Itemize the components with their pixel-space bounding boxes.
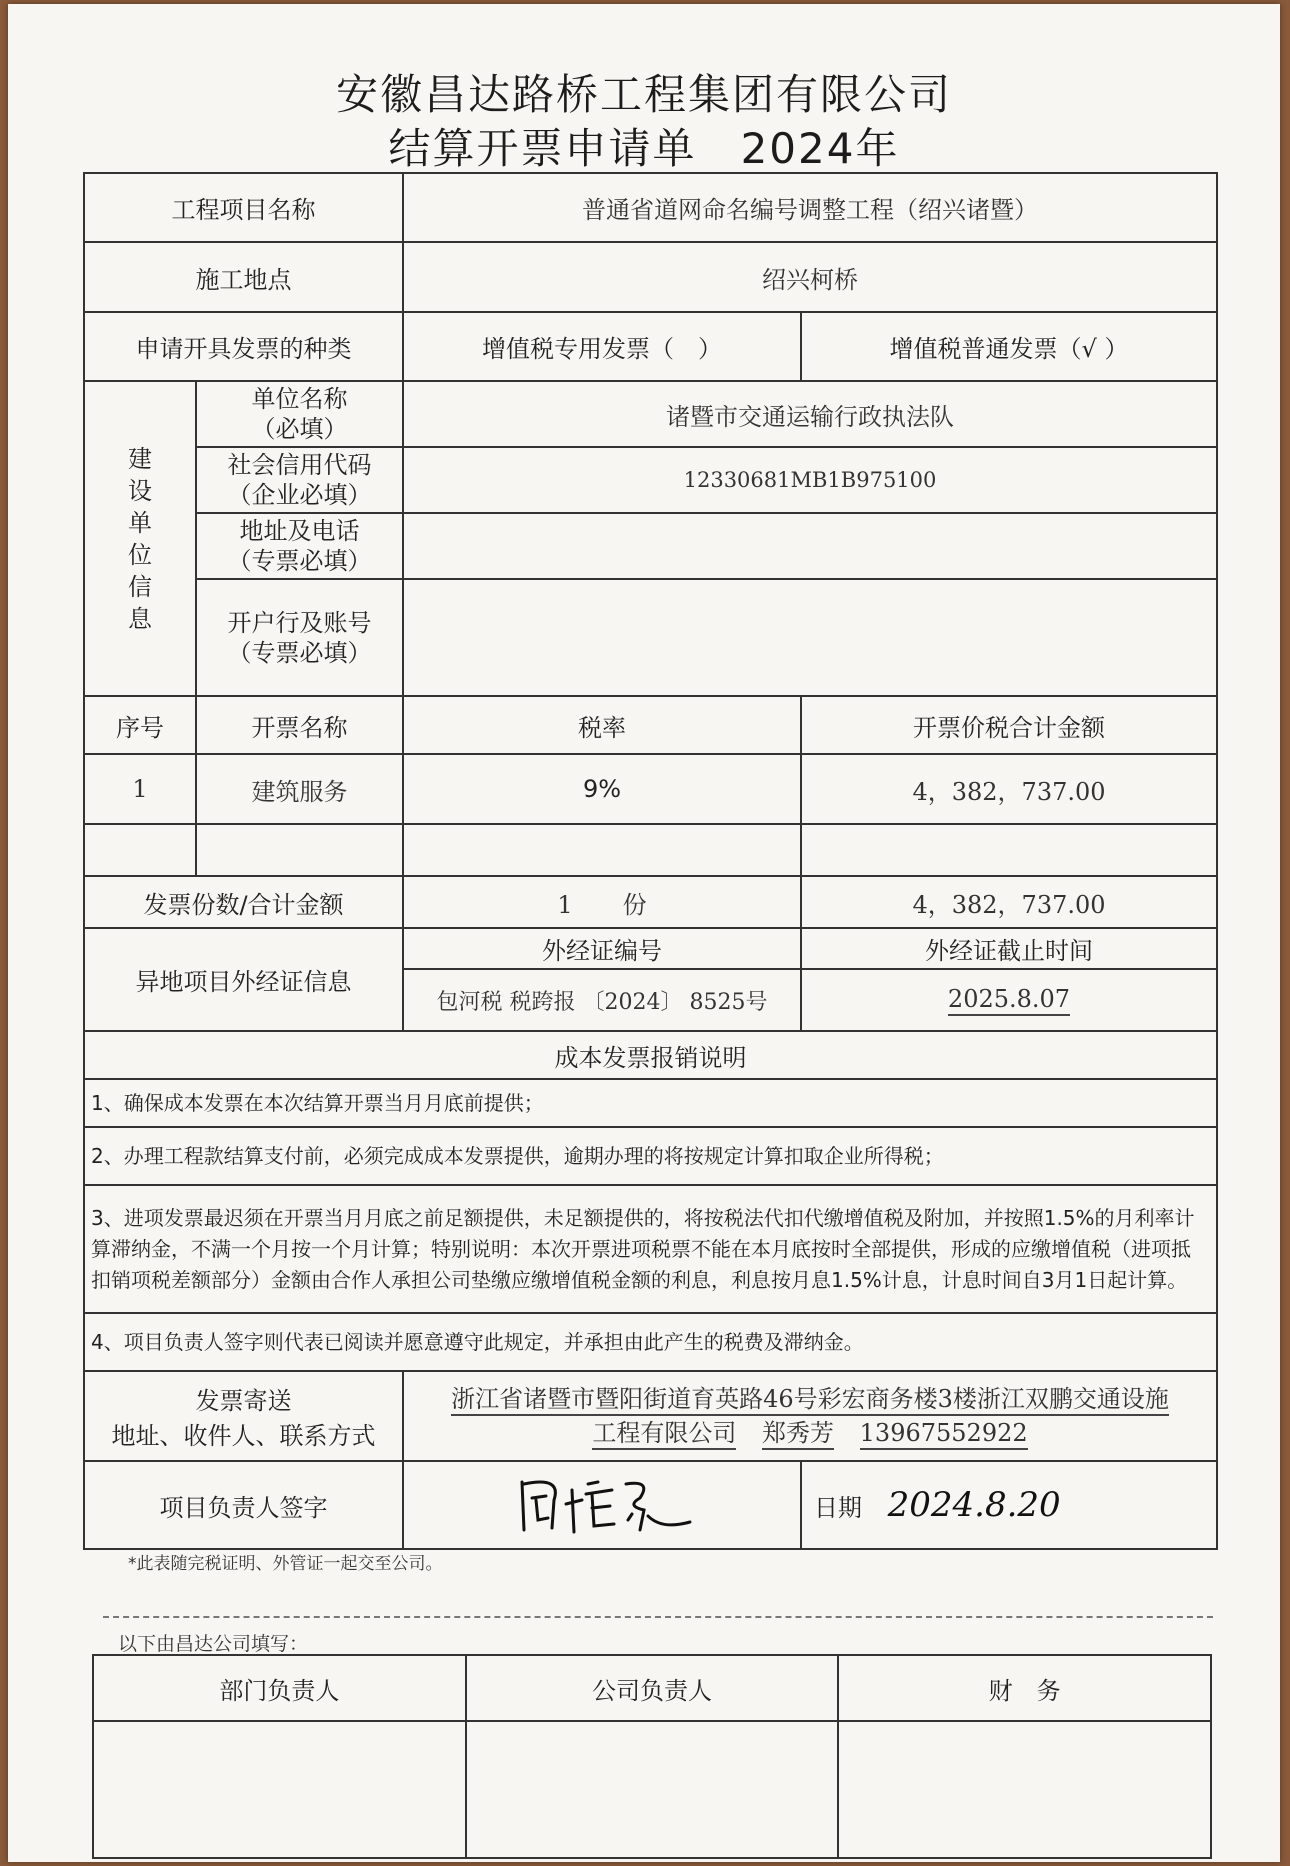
item-rate — [403, 824, 801, 876]
site-value: 绍兴柯桥 — [403, 242, 1217, 312]
signature-row — [84, 1461, 1217, 1549]
bank-label-note: （专票必填） — [227, 638, 372, 667]
permit-deadline-value: 2025.8.07 — [948, 984, 1070, 1016]
cost-note-row — [84, 1079, 1217, 1127]
builder-info-char: 位 — [128, 540, 152, 569]
items-header-no: 序号 — [84, 696, 196, 754]
bank-row — [84, 579, 1217, 696]
item-amount: 4，382，737.00 — [801, 754, 1217, 824]
credit-code-value: 12330681MB1B975100 — [403, 447, 1217, 513]
dept-head-label: 部门负责人 — [93, 1655, 466, 1721]
form-footnote: *此表随完税证明、外管证一起交至公司。 — [128, 1554, 443, 1574]
form-year: 2024年 — [740, 124, 900, 173]
cost-note-row — [84, 1185, 1217, 1313]
delivery-phone: 13967552922 — [860, 1418, 1028, 1450]
delivery-address-line1-text: 浙江省诸暨市暨阳街道育英路46号彩宏商务楼3楼浙江双鹏交通设施 — [451, 1384, 1169, 1416]
item-row — [84, 824, 1217, 876]
items-header-name: 开票名称 — [196, 696, 403, 754]
delivery-row — [84, 1371, 1217, 1461]
cost-note-row — [84, 1313, 1217, 1371]
invoice-application-form — [8, 4, 1280, 1862]
project-name-value: 普通省道网命名编号调整工程（绍兴诸暨） — [403, 173, 1217, 242]
builder-info-char: 单 — [128, 508, 152, 537]
items-header-amount: 开票价税合计金额 — [801, 696, 1217, 754]
delivery-address — [403, 1371, 1217, 1461]
delivery-recipient: 郑秀芳 — [762, 1418, 834, 1450]
delivery-label-line1: 发票寄送 — [195, 1387, 292, 1415]
special-invoice-option: 增值税专用发票（ ） — [403, 312, 801, 381]
cost-note-4: 4、项目负责人签字则代表已阅读并愿意遵守此规定，并承担由此产生的税费及滞纳金。 — [84, 1313, 1217, 1371]
item-amount — [801, 824, 1217, 876]
handwritten-signature — [502, 1470, 702, 1540]
unit-name-value: 诸暨市交通运输行政执法队 — [403, 381, 1217, 447]
builder-info-label — [84, 381, 196, 696]
item-name — [196, 824, 403, 876]
approval-sign-row — [93, 1721, 1211, 1858]
project-name-row — [84, 173, 1217, 242]
items-header-row — [84, 696, 1217, 754]
dept-head-sign — [93, 1721, 466, 1858]
item-rate: 9% — [403, 754, 801, 824]
date-cell — [801, 1461, 1217, 1549]
approval-table — [92, 1654, 1212, 1859]
company-head-sign — [466, 1721, 839, 1858]
delivery-address-line2-text: 工程有限公司 — [592, 1418, 736, 1450]
form-title-text: 结算开票申请单 — [388, 124, 697, 173]
cost-notes-title: 成本发票报销说明 — [84, 1031, 1217, 1079]
invoice-type-label: 申请开具发票的种类 — [84, 312, 403, 381]
company-fill-note: 以下由昌达公司填写： — [118, 1633, 309, 1655]
item-row — [84, 754, 1217, 824]
address-label-text: 地址及电话 — [239, 517, 360, 545]
builder-info-char: 设 — [128, 476, 152, 505]
builder-info-char: 建 — [128, 444, 152, 473]
signature-cell — [403, 1461, 801, 1549]
unit-name-label-note: （必填） — [251, 415, 348, 443]
delivery-address-line1 — [408, 1382, 1212, 1416]
normal-invoice-option: 增值税普通发票（√ ） — [801, 312, 1217, 381]
cost-note-row — [84, 1127, 1217, 1185]
application-table — [83, 172, 1218, 1550]
item-no: 1 — [84, 754, 196, 824]
unit-name-label — [196, 381, 403, 447]
approval-header-row — [93, 1655, 1211, 1721]
bank-label-text: 开户行及账号 — [227, 608, 372, 637]
summary-count — [403, 876, 801, 928]
bank-value — [403, 579, 1217, 696]
permit-deadline-label: 外经证截止时间 — [801, 928, 1217, 969]
finance-label: 财 务 — [838, 1655, 1211, 1721]
address-value — [403, 513, 1217, 579]
permit-deadline-cell — [801, 969, 1217, 1031]
address-row — [84, 513, 1217, 579]
address-label-note: （专票必填） — [227, 547, 372, 575]
invoice-type-row — [84, 312, 1217, 381]
permit-label: 异地项目外经证信息 — [84, 928, 403, 1031]
cost-note-2: 2、办理工程款结算支付前，必须完成成本发票提供，逾期办理的将按规定计算扣取企业所得税； — [84, 1127, 1217, 1185]
item-no — [84, 824, 196, 876]
site-row — [84, 242, 1217, 312]
builder-info-char: 息 — [128, 604, 152, 633]
bank-label — [196, 579, 403, 696]
form-title — [8, 116, 1280, 176]
summary-count-value: 1 — [557, 890, 573, 919]
project-name-label: 工程项目名称 — [84, 173, 403, 242]
items-header-rate: 税率 — [403, 696, 801, 754]
cost-note-3: 3、进项发票最迟须在开票当月月底之前足额提供，未足额提供的，将按税法代扣代缴增值税及附加，并按照1.5%的月利率计算滞纳金，不满一个月按一个月计算；特别说明：本次开票进项税票不能在本月底按时全部提供，形成的应缴增值税（进项抵扣销项税差额部分）金额由合作人承担公司垫缴应缴增值税金额的利息，利息按月息1.5%计息，计息时间自3月1日起计算。 — [84, 1185, 1217, 1313]
delivery-label — [84, 1371, 403, 1461]
delivery-label-line2: 地址、收件人、联系方式 — [111, 1422, 376, 1450]
credit-code-label-text: 社会信用代码 — [227, 451, 372, 479]
unit-name-row — [84, 381, 1217, 447]
date-label: 日期 — [814, 1494, 862, 1522]
builder-info-char: 信 — [128, 572, 152, 601]
summary-total: 4，382，737.00 — [801, 876, 1217, 928]
finance-sign — [838, 1721, 1211, 1858]
cost-note-1: 1、确保成本发票在本次结算开票当月月底前提供； — [84, 1079, 1217, 1127]
summary-label: 发票份数/合计金额 — [84, 876, 403, 928]
site-label: 施工地点 — [84, 242, 403, 312]
unit-name-label-text: 单位名称 — [251, 385, 348, 413]
cut-line — [103, 1616, 1213, 1618]
permit-number-value: 包河税 税跨报 〔2024〕 8525号 — [403, 969, 801, 1031]
credit-code-row — [84, 447, 1217, 513]
company-title: 安徽昌达路桥工程集团有限公司 — [335, 70, 952, 119]
permit-header-row — [84, 928, 1217, 969]
permit-number-label: 外经证编号 — [403, 928, 801, 969]
address-label — [196, 513, 403, 579]
credit-code-label-note: （企业必填） — [227, 481, 372, 509]
date-value: 2024.8.20 — [887, 1485, 1061, 1525]
delivery-address-line2 — [408, 1416, 1212, 1450]
summary-row — [84, 876, 1217, 928]
item-name: 建筑服务 — [196, 754, 403, 824]
credit-code-label — [196, 447, 403, 513]
cost-notes-title-row — [84, 1031, 1217, 1079]
signature-label: 项目负责人签字 — [84, 1461, 403, 1549]
company-head-label: 公司负责人 — [466, 1655, 839, 1721]
summary-count-unit: 份 — [622, 890, 647, 919]
